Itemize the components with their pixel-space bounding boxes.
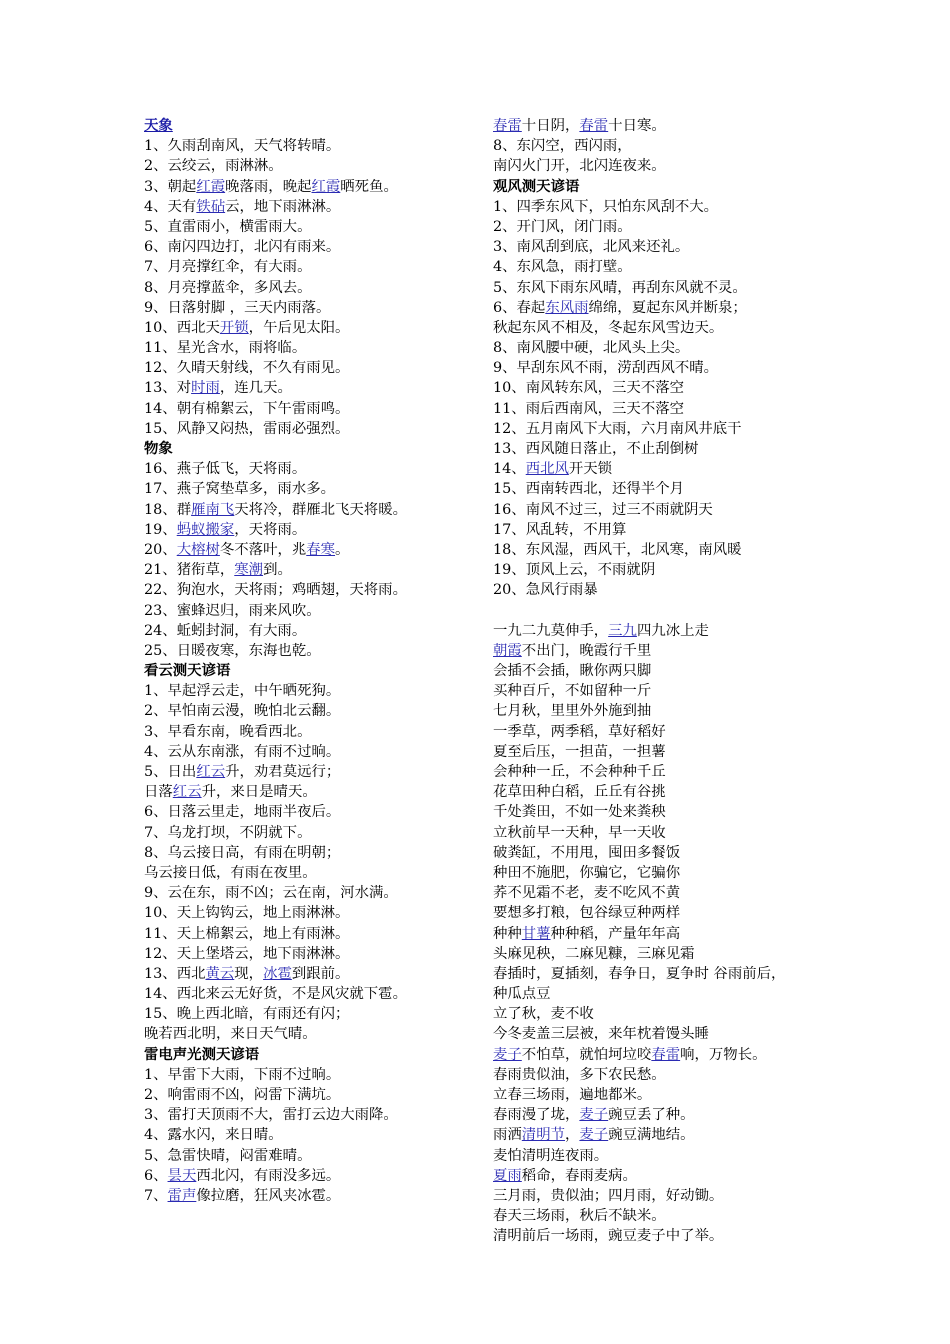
proverb-line bbox=[493, 701, 833, 721]
text-span: 4、云从东南涨，有雨不过晌。 bbox=[144, 743, 341, 760]
proverb-line bbox=[144, 338, 484, 358]
proverb-line bbox=[144, 459, 484, 479]
text-span: 千处粪田，不如一处来粪秧 bbox=[493, 804, 666, 821]
text-span: 7、月亮撑红伞，有大雨。 bbox=[144, 259, 312, 276]
text-span: 十日寒。 bbox=[608, 118, 666, 134]
proverb-line bbox=[493, 823, 833, 843]
proverb-line bbox=[144, 1065, 484, 1085]
text-span: 三月雨，贵似油；四月雨，好动锄。 bbox=[493, 1187, 724, 1204]
text-span: 春雨漫了垅， bbox=[493, 1107, 580, 1124]
text-span: 不怕草，就怕坷垃咬 bbox=[521, 1046, 652, 1063]
text-span: 立春三场雨，遍地都米。 bbox=[493, 1087, 652, 1103]
text-span: 1、早起浮云走，中午晒死狗。 bbox=[144, 683, 341, 700]
text-span: 14、 bbox=[493, 461, 526, 478]
text-span: 物象 bbox=[144, 440, 173, 457]
text-span: 晚若西北明，来日天气晴。 bbox=[144, 1026, 317, 1043]
proverb-line bbox=[144, 984, 484, 1004]
text-span: 14、朝有棉絮云，下午雷雨鸣。 bbox=[144, 400, 350, 417]
proverb-line bbox=[144, 802, 484, 822]
proverb-line bbox=[144, 742, 484, 762]
section-heading bbox=[144, 661, 484, 681]
left-column bbox=[144, 116, 484, 1206]
text-span: 绵绵，夏起东风并断泉； bbox=[588, 299, 747, 316]
text-span: 4、露水闪，来日晴。 bbox=[144, 1127, 283, 1144]
text-span: 冬不落叶，兆 bbox=[219, 541, 307, 558]
text-span: 8、乌云接日高，有雨在明朝； bbox=[144, 844, 341, 861]
keyword-link[interactable]: 春雷 bbox=[493, 118, 522, 134]
proverb-line bbox=[144, 701, 484, 721]
text-span: 种种稻，产量年年高 bbox=[550, 925, 681, 942]
keyword-link[interactable]: 大榕树 bbox=[176, 541, 220, 558]
proverb-line bbox=[493, 378, 833, 398]
proverb-line bbox=[144, 500, 484, 520]
text-span: 观风测天谚语 bbox=[493, 177, 580, 195]
proverb-line bbox=[144, 1125, 484, 1145]
text-span: 到跟前。 bbox=[291, 965, 350, 982]
text-span: 3、南风刮到底，北风来还礼。 bbox=[493, 239, 690, 256]
text-span: 种种 bbox=[493, 925, 522, 942]
proverb-line bbox=[144, 843, 484, 863]
text-span: 晒死鱼。 bbox=[340, 178, 398, 195]
proverb-line bbox=[493, 661, 833, 681]
text-span: 18、群 bbox=[144, 501, 192, 518]
proverb-line bbox=[144, 1146, 484, 1166]
proverb-line bbox=[493, 156, 833, 176]
text-span: 7、乌龙打坝，不阴就下。 bbox=[144, 824, 312, 841]
proverb-line bbox=[493, 358, 833, 378]
proverb-line bbox=[144, 217, 484, 237]
text-span: 25、日暖夜寒，东海也乾。 bbox=[144, 642, 321, 659]
text-span: 种瓜点豆 bbox=[493, 986, 551, 1003]
text-span: 15、晚上西北暗，有雨还有闪； bbox=[144, 1006, 350, 1023]
proverb-line bbox=[144, 177, 484, 197]
text-span: 13、西风随日落止，不止刮倒树 bbox=[493, 441, 699, 457]
keyword-link[interactable]: 麦子 bbox=[579, 1107, 609, 1124]
proverb-line bbox=[144, 924, 484, 944]
proverb-line bbox=[493, 1226, 833, 1246]
text-span: 2、响雷雨不凶，闷雷下满坑。 bbox=[144, 1087, 341, 1103]
text-span: 不出门，晚霞行千里 bbox=[521, 642, 652, 659]
keyword-link[interactable]: 天象 bbox=[144, 117, 173, 134]
text-span: 5、日出 bbox=[144, 764, 197, 780]
text-span: 花草田种白稻，丘丘有谷挑 bbox=[493, 784, 666, 801]
proverb-line bbox=[493, 479, 833, 499]
text-span: 24、蚯蚓封洞，有大雨。 bbox=[144, 622, 307, 639]
proverb-line bbox=[493, 1085, 833, 1105]
text-span: ，连几天。 bbox=[219, 380, 292, 397]
proverb-line bbox=[493, 1065, 833, 1085]
text-span: 9、日落射脚 ，三天内雨落。 bbox=[144, 299, 331, 316]
text-span: 南闪火门开，北闪连夜来。 bbox=[493, 158, 666, 175]
text-span: 升，来日是晴天。 bbox=[201, 784, 317, 801]
keyword-link[interactable]: 开锁 bbox=[219, 319, 249, 336]
proverb-line bbox=[493, 1206, 833, 1226]
proverb-line bbox=[144, 1024, 484, 1044]
proverb-line bbox=[144, 782, 484, 802]
text-span: 现， bbox=[234, 965, 264, 982]
proverb-line bbox=[493, 1045, 833, 1065]
text-span: 5、直雷雨小，横雷雨大。 bbox=[144, 218, 312, 235]
keyword-link[interactable]: 蚂蚁搬家 bbox=[176, 521, 235, 538]
proverb-line bbox=[493, 802, 833, 822]
proverb-line bbox=[144, 560, 484, 580]
keyword-link[interactable]: 麦子 bbox=[493, 1046, 522, 1063]
text-span: 头麻见秧，二麻见糠，三麻见霜 bbox=[493, 945, 695, 962]
right-column bbox=[493, 116, 833, 1247]
text-span: 晚落雨，晚起 bbox=[225, 178, 312, 195]
text-span: 乌云接日低，有雨在夜里。 bbox=[144, 864, 317, 881]
proverb-line bbox=[144, 883, 484, 903]
text-span: 21、猪衔草， bbox=[144, 562, 235, 579]
proverb-line bbox=[493, 298, 833, 318]
text-span: 12、久晴天射线，不久有雨见。 bbox=[144, 360, 350, 377]
proverb-line bbox=[493, 318, 833, 338]
text-span: 13、西北 bbox=[144, 965, 206, 982]
keyword-link[interactable]: 三九 bbox=[608, 622, 637, 639]
proverb-line bbox=[144, 601, 484, 621]
text-span: 豌豆满地结。 bbox=[608, 1127, 695, 1144]
text-span: 响，万物长。 bbox=[680, 1046, 767, 1063]
proverb-line bbox=[493, 924, 833, 944]
keyword-link[interactable]: 红云 bbox=[196, 764, 226, 780]
text-span: 十日阴， bbox=[521, 118, 580, 134]
proverb-line bbox=[493, 257, 833, 277]
text-span: 1、四季东风下，只怕东风刮不大。 bbox=[493, 198, 719, 215]
section-heading bbox=[144, 116, 484, 136]
text-span: 要想多打粮，包谷绿豆种两样 bbox=[493, 905, 681, 922]
proverb-line bbox=[493, 197, 833, 217]
text-span: 到。 bbox=[263, 562, 292, 579]
proverb-line bbox=[493, 580, 833, 600]
text-span: 秋起东风不相及，冬起东风雪边天。 bbox=[493, 319, 724, 336]
text-span: 雷电声光测天谚语 bbox=[144, 1045, 260, 1063]
text-span: 升，劝君莫远行； bbox=[225, 764, 341, 780]
spacer bbox=[493, 601, 833, 621]
text-span: 15、风静又闷热，雷雨必强烈。 bbox=[144, 420, 350, 437]
proverb-line bbox=[493, 459, 833, 479]
text-span: 看云测天谚语 bbox=[144, 662, 231, 680]
text-span: 17、燕子窝垫草多，雨水多。 bbox=[144, 481, 335, 498]
section-heading bbox=[493, 177, 833, 197]
proverb-line bbox=[493, 399, 833, 419]
text-span: 13、对 bbox=[144, 380, 192, 397]
text-span: 6、日落云里走，地雨半夜后。 bbox=[144, 804, 341, 821]
text-span: 云，地下雨淋淋。 bbox=[225, 198, 341, 215]
proverb-line bbox=[493, 681, 833, 701]
text-span: 4、天有 bbox=[144, 198, 197, 215]
proverb-line bbox=[493, 1186, 833, 1206]
proverb-line bbox=[493, 1004, 833, 1024]
text-span: 开天锁 bbox=[568, 461, 613, 478]
keyword-link[interactable]: 清明节 bbox=[521, 1127, 565, 1144]
text-span: 破粪缸，不用甩，囤田多餐饭 bbox=[493, 844, 681, 861]
proverb-line bbox=[493, 237, 833, 257]
proverb-line bbox=[144, 580, 484, 600]
text-span: 12、天上堡塔云，地下雨淋淋。 bbox=[144, 945, 350, 962]
text-span: 3、朝起 bbox=[144, 178, 197, 195]
text-span: 夏至后压，一担苗，一担薯 bbox=[493, 743, 666, 760]
proverb-line bbox=[493, 1166, 833, 1186]
text-span: 日落 bbox=[144, 784, 173, 801]
proverb-line bbox=[144, 156, 484, 176]
text-span: 荞不见霜不老，麦不吃风不黄 bbox=[493, 885, 681, 902]
text-span: 7、 bbox=[144, 1187, 168, 1204]
proverb-line bbox=[493, 742, 833, 762]
proverb-line bbox=[493, 964, 833, 984]
text-span: 2、云绞云，雨淋淋。 bbox=[144, 158, 283, 175]
text-span: 今冬麦盖三层被，来年枕着馒头睡 bbox=[493, 1026, 709, 1043]
text-span: 14、西北来云无好货，不是风灾就下雹。 bbox=[144, 986, 407, 1003]
section-heading bbox=[144, 1045, 484, 1065]
text-span: 19、顶风上云，不雨就阴 bbox=[493, 562, 656, 579]
keyword-link[interactable]: 红云 bbox=[172, 784, 202, 801]
proverb-line bbox=[493, 520, 833, 540]
text-span: 一季草，两季稻，草好稻好 bbox=[493, 723, 666, 740]
text-span: 10、南风转东风，三天不落空 bbox=[493, 380, 684, 397]
text-span: 西北闪，有雨没多远。 bbox=[196, 1167, 341, 1184]
keyword-link[interactable]: 春雷 bbox=[579, 118, 609, 134]
proverb-line bbox=[493, 278, 833, 298]
proverb-line bbox=[144, 520, 484, 540]
text-span: 四九冰上走 bbox=[636, 622, 709, 639]
text-span: ， bbox=[564, 1127, 580, 1144]
text-span: 3、早看东南，晚看西北。 bbox=[144, 723, 312, 740]
text-span: 20、 bbox=[144, 541, 177, 558]
proverb-line bbox=[144, 964, 484, 984]
text-span: 。 bbox=[335, 541, 350, 558]
text-span: 1、早雷下大雨，下雨不过晌。 bbox=[144, 1066, 341, 1083]
proverb-line bbox=[493, 1146, 833, 1166]
keyword-link[interactable]: 西北风 bbox=[525, 461, 569, 478]
text-span: 9、早刮东风不雨，涝刮西风不晴。 bbox=[493, 360, 719, 377]
text-span: 春雨贵似油，多下农民愁。 bbox=[493, 1066, 666, 1083]
proverb-line bbox=[144, 1085, 484, 1105]
text-span: 20、急风行雨暴 bbox=[493, 582, 598, 599]
text-span: 8、南风腰中硬，北风头上尖。 bbox=[493, 340, 690, 357]
text-span: 11、雨后西南风，三天不落空 bbox=[493, 400, 684, 417]
proverb-line bbox=[493, 903, 833, 923]
text-span: 稻命，春雨麦病。 bbox=[521, 1167, 637, 1184]
text-span: 像拉磨，狂风夹冰雹。 bbox=[196, 1187, 341, 1204]
text-span: 17、风乱转，不用算 bbox=[493, 521, 627, 538]
text-span: 买种百斤，不如留种一斤 bbox=[493, 683, 652, 700]
keyword-link[interactable]: 夏雨 bbox=[493, 1167, 522, 1184]
keyword-link[interactable]: 东风雨 bbox=[545, 299, 589, 316]
text-span: 5、急雷快晴，闷雷难晴。 bbox=[144, 1147, 312, 1164]
proverb-line bbox=[144, 762, 484, 782]
text-span: 2、早怕南云漫，晚怕北云翻。 bbox=[144, 703, 341, 720]
proverb-line bbox=[493, 136, 833, 156]
proverb-line bbox=[144, 621, 484, 641]
proverb-line bbox=[144, 823, 484, 843]
proverb-line bbox=[144, 136, 484, 156]
text-span: 春插时，夏插刻，春争日，夏争时 谷雨前后， bbox=[493, 965, 786, 982]
keyword-link[interactable]: 冰雹 bbox=[263, 965, 292, 982]
proverb-line bbox=[144, 681, 484, 701]
proverb-line bbox=[493, 116, 833, 136]
text-span: 10、西北天 bbox=[144, 319, 220, 336]
text-span: 清明前后一场雨，豌豆麦子中了举。 bbox=[493, 1228, 724, 1245]
keyword-link[interactable]: 红霞 bbox=[196, 178, 226, 195]
text-span: 9、云在东，雨不凶；云在南，河水满。 bbox=[144, 885, 398, 902]
text-span: 七月秋，里里外外施到抽 bbox=[493, 703, 652, 720]
keyword-link[interactable]: 甘薯 bbox=[521, 925, 551, 942]
keyword-link[interactable]: 雷声 bbox=[167, 1187, 197, 1204]
keyword-link[interactable]: 红霞 bbox=[311, 178, 341, 195]
proverb-line bbox=[493, 1125, 833, 1145]
proverb-line bbox=[493, 843, 833, 863]
text-span: 一九二九莫伸手， bbox=[493, 622, 609, 639]
proverb-line bbox=[144, 1186, 484, 1206]
proverb-line bbox=[144, 197, 484, 217]
text-span: 天将冷，群雁北飞天将暖。 bbox=[234, 501, 407, 518]
proverb-line bbox=[144, 1105, 484, 1125]
proverb-line bbox=[144, 722, 484, 742]
proverb-line bbox=[144, 641, 484, 661]
proverb-line bbox=[144, 419, 484, 439]
proverb-line bbox=[144, 944, 484, 964]
text-span: 立秋前早一天种，早一天收 bbox=[493, 824, 666, 841]
text-span: 春天三场雨，秋后不缺米。 bbox=[493, 1208, 666, 1225]
proverb-line bbox=[493, 641, 833, 661]
proverb-line bbox=[493, 540, 833, 560]
proverb-line bbox=[493, 338, 833, 358]
keyword-link[interactable]: 麦子 bbox=[579, 1127, 609, 1144]
text-span: 会插不会插，瞅你两只脚 bbox=[493, 663, 652, 680]
text-span: 1、久雨刮南风，天气将转晴。 bbox=[144, 138, 341, 155]
section-heading bbox=[144, 439, 484, 459]
text-span: 19、 bbox=[144, 521, 177, 538]
keyword-link[interactable]: 朝霞 bbox=[493, 642, 522, 659]
proverb-line bbox=[493, 762, 833, 782]
text-span: 2、开门风，闭门雨。 bbox=[493, 218, 632, 235]
text-span: 4、东风急，雨打壁。 bbox=[493, 259, 632, 276]
keyword-link[interactable]: 黄云 bbox=[205, 965, 235, 982]
proverb-line bbox=[144, 540, 484, 560]
proverb-line bbox=[493, 439, 833, 459]
proverb-line bbox=[144, 237, 484, 257]
proverb-line bbox=[493, 863, 833, 883]
proverb-line bbox=[493, 621, 833, 641]
keyword-link[interactable]: 昙天 bbox=[167, 1167, 197, 1184]
keyword-link[interactable]: 寒潮 bbox=[234, 562, 264, 579]
text-span: 种田不施肥，你骗它，它骗你 bbox=[493, 864, 681, 881]
proverb-line bbox=[144, 298, 484, 318]
proverb-line bbox=[144, 257, 484, 277]
proverb-line bbox=[493, 722, 833, 742]
proverb-line bbox=[144, 399, 484, 419]
keyword-link[interactable]: 铁砧 bbox=[196, 198, 226, 215]
text-span: 5、东风下雨东风晴，再刮东风就不灵。 bbox=[493, 279, 747, 296]
text-span: 16、燕子低飞，天将雨。 bbox=[144, 461, 307, 478]
proverb-line bbox=[144, 863, 484, 883]
text-span: 豌豆丢了种。 bbox=[608, 1107, 695, 1124]
proverb-line bbox=[144, 903, 484, 923]
text-span: ，天将雨。 bbox=[234, 521, 307, 538]
text-span: 8、月亮撑蓝伞，多风去。 bbox=[144, 279, 312, 296]
text-span: 6、南闪四边打，北闪有雨来。 bbox=[144, 239, 341, 256]
proverb-line bbox=[493, 782, 833, 802]
text-span: ，午后见太阳。 bbox=[248, 319, 350, 336]
proverb-line bbox=[144, 278, 484, 298]
text-span: 3、雷打天顶雨不大，雷打云边大雨降。 bbox=[144, 1107, 398, 1124]
text-span: 雨洒 bbox=[493, 1127, 522, 1144]
keyword-link[interactable]: 时雨 bbox=[191, 380, 220, 397]
proverb-line bbox=[144, 358, 484, 378]
text-span: 6、春起 bbox=[493, 299, 546, 316]
text-span: 18、东风湿，西风干，北风寒，南风暖 bbox=[493, 541, 742, 558]
proverb-line bbox=[493, 500, 833, 520]
text-span: 16、南风不过三，过三不雨就阴天 bbox=[493, 501, 713, 518]
keyword-link[interactable]: 春雷 bbox=[651, 1046, 681, 1063]
text-span: 11、天上棉絮云，地上有雨淋。 bbox=[144, 925, 350, 942]
text-span: 11、星光含水，雨将临。 bbox=[144, 340, 307, 357]
keyword-link[interactable]: 春寒 bbox=[306, 541, 336, 558]
text-span: 麦怕清明连夜雨。 bbox=[493, 1147, 609, 1164]
text-span: 6、 bbox=[144, 1167, 168, 1184]
proverb-line bbox=[493, 1024, 833, 1044]
text-span: 会种种一丘，不会种种千丘 bbox=[493, 764, 666, 780]
proverb-line bbox=[493, 883, 833, 903]
text-span: 12、五月南风下大雨，六月南风井底干 bbox=[493, 420, 742, 437]
proverb-line bbox=[493, 944, 833, 964]
text-span: 15、西南转西北，还得半个月 bbox=[493, 481, 684, 498]
proverb-line bbox=[144, 1166, 484, 1186]
text-span: 10、天上钩钩云，地上雨淋淋。 bbox=[144, 905, 350, 922]
proverb-line bbox=[144, 479, 484, 499]
proverb-line bbox=[493, 984, 833, 1004]
text-span: 8、东闪空，西闪雨， bbox=[493, 138, 632, 155]
proverb-line bbox=[144, 378, 484, 398]
keyword-link[interactable]: 雁南飞 bbox=[191, 501, 235, 518]
proverb-line bbox=[493, 560, 833, 580]
text-span: 23、蜜蜂迟归，雨来风吹。 bbox=[144, 602, 321, 619]
text-span: 立了秋，麦不收 bbox=[493, 1006, 594, 1023]
proverb-line bbox=[493, 1105, 833, 1125]
proverb-line bbox=[493, 419, 833, 439]
proverb-line bbox=[144, 1004, 484, 1024]
text-span: 22、狗泡水，天将雨；鸡晒翅，天将雨。 bbox=[144, 582, 407, 599]
proverb-line bbox=[144, 318, 484, 338]
proverb-line bbox=[493, 217, 833, 237]
